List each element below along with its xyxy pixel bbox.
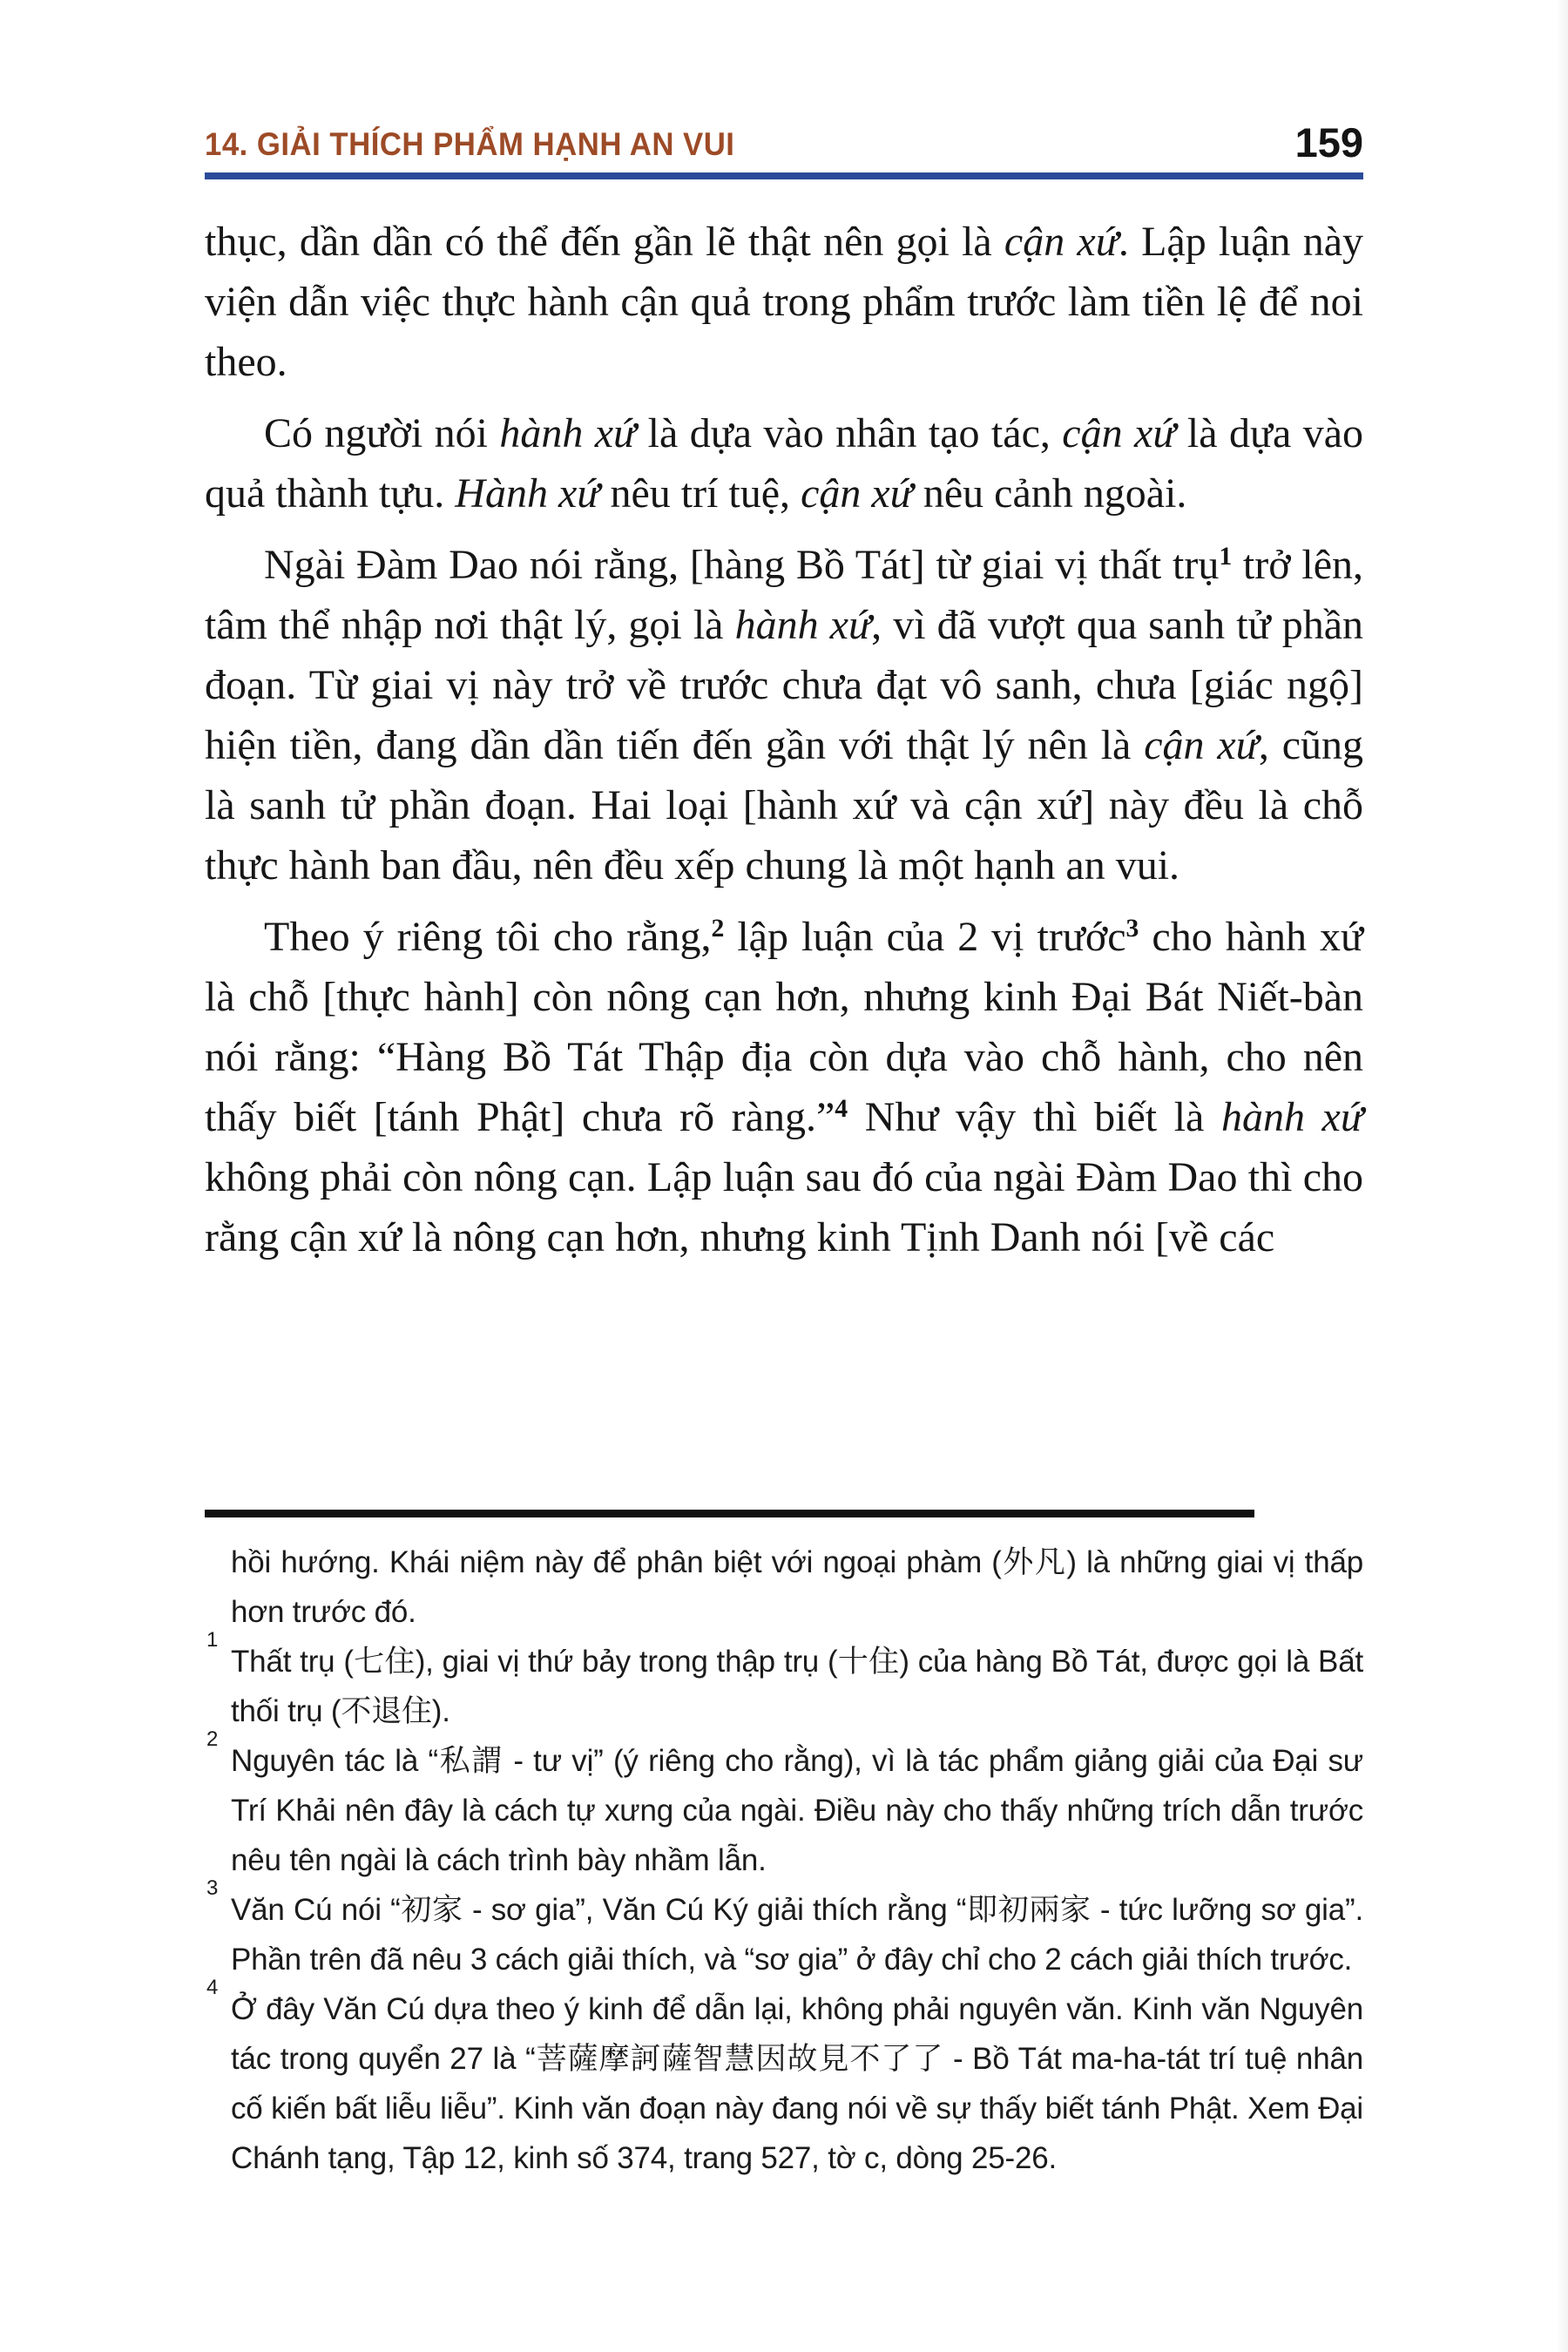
footnote-item: 2 Nguyên tác là “私謂 - tư vị” (ý riêng cho rằng), vì là tác phẩm giảng giải của Đại sư Trí Khải nên đây là cách tự xưng của ngài. Điều này cho thấy những trích dẫn trước nêu tên ngài là cách trình bày nhầm lẫn. bbox=[206, 1727, 1363, 1877]
body-text-segment: nêu cảnh ngoài. bbox=[912, 470, 1187, 517]
body-paragraph bbox=[205, 403, 1363, 524]
body-text-segment: Như vậy thì biết là bbox=[848, 1094, 1221, 1140]
body-text-segment: thục, dần dần có thể đến gần lẽ thật nên gọi là bbox=[205, 219, 1004, 265]
body-text-segment: . Lập luận này viện dẫn việc thực hành cận quả trong phẩm trước làm tiền lệ để noi theo. bbox=[205, 219, 1364, 385]
footnote-separator bbox=[205, 1510, 1254, 1517]
running-header-title: 14. GIẢI THÍCH PHẨM HẠNH AN VUI bbox=[205, 126, 735, 162]
body-paragraph bbox=[205, 907, 1363, 1267]
footnote-text: Văn Cú nói “初家 - sơ gia”, Văn Cú Ký giải thích rằng “即初兩家 - tức lưỡng sơ gia”. Phần trên đã nêu 3 cách giải thích, và “sơ gia” ở đây chỉ cho 2 cách giải thích trước. bbox=[231, 1893, 1363, 1977]
body-text-segment: , cũng là sanh tử phần đoạn. Hai loại [hành xứ và cận xứ] này đều là chỗ thực hành ban đầu, nên đều xếp chung là một hạnh an vui. bbox=[205, 722, 1364, 889]
body-text-segment: Có người nói bbox=[264, 410, 500, 456]
body-text bbox=[205, 212, 1363, 1279]
footnote-item: 3 Văn Cú nói “初家 - sơ gia”, Văn Cú Ký giải thích rằng “即初兩家 - tức lưỡng sơ gia”. Phần trên đã nêu 3 cách giải thích, và “sơ gia” ở đây chỉ cho 2 cách giải thích trước. bbox=[206, 1876, 1363, 1977]
footnote-reference: 2 bbox=[711, 913, 725, 943]
body-text-segment: cận xứ bbox=[1144, 722, 1259, 768]
body-paragraph bbox=[205, 212, 1363, 392]
body-text-segment: là dựa vào quả thành tựu. bbox=[205, 410, 1364, 517]
footnote-item bbox=[205, 1538, 1363, 1637]
body-text-segment: cận xứ bbox=[1062, 410, 1176, 456]
footnotes bbox=[205, 1538, 1363, 2183]
footnote-text: Ở đây Văn Cú dựa theo ý kinh để dẫn lại, không phải nguyên văn. Kinh văn Nguyên tác trong quyển 27 là “菩薩摩訶薩智慧因故見不了了 - Bồ Tát ma-ha-tát trí tuệ nhân cố kiến bất liễu liễu”. Kinh văn đoạn này đang nói về sự thấy biết tánh Phật. Xem Đại Chánh tạng, Tập 12, kinh số 374, trang 527, tờ c, dòng 25-26. bbox=[231, 1992, 1363, 2175]
footnote-reference: 3 bbox=[1125, 913, 1139, 943]
body-text-segment: Ngài Đàm Dao nói rằng, [hàng Bồ Tát] từ giai vị thất trụ bbox=[264, 542, 1220, 588]
body-text-segment: là dựa vào nhân tạo tác, bbox=[636, 410, 1063, 456]
footnote-item: 4 Ở đây Văn Cú dựa theo ý kinh để dẫn lại, không phải nguyên văn. Kinh văn Nguyên tác trong quyển 27 là “菩薩摩訶薩智慧因故見不了了 - Bồ Tát ma-ha-tát trí tuệ nhân cố kiến bất liễu liễu”. Kinh văn đoạn này đang nói về sự thấy biết tánh Phật. Xem Đại Chánh tạng, Tập 12, kinh số 374, trang 527, tờ c, dòng 25-26. bbox=[206, 1976, 1363, 2175]
footnote-text: Nguyên tác là “私謂 - tư vị” (ý riêng cho rằng), vì là tác phẩm giảng giải của Đại sư Trí Khải nên đây là cách tự xưng của ngài. Điều này cho thấy những trích dẫn trước nêu tên ngài là cách trình bày nhầm lẫn. bbox=[231, 1744, 1363, 1877]
footnote-item: 1 Thất trụ (七住), giai vị thứ bảy trong thập trụ (十住) của hàng Bồ Tát, được gọi là Bất thối trụ (不退住). bbox=[206, 1628, 1363, 1728]
footnote-text: Thất trụ (七住), giai vị thứ bảy trong thập trụ (十住) của hàng Bồ Tát, được gọi là Bất thối trụ (不退住). bbox=[231, 1645, 1363, 1728]
body-text-segment: trở lên, tâm thể nhập nơi thật lý, gọi là bbox=[205, 542, 1364, 648]
body-text-segment: không phải còn nông cạn. Lập luận sau đó của ngài Đàm Dao thì cho rằng cận xứ là nông cạn hơn, nhưng kinh Tịnh Danh nói [về các bbox=[205, 1154, 1363, 1260]
body-text-segment: nêu trí tuệ, bbox=[599, 470, 801, 517]
body-text-segment: , vì đã vượt qua sanh tử phần đoạn. Từ giai vị này trở về trước chưa đạt vô sanh, chưa [giác ngộ] hiện tiền, đang dần dần tiến đến gần với thật lý nên là bbox=[205, 602, 1363, 768]
header-rule bbox=[205, 172, 1363, 179]
body-paragraph bbox=[205, 535, 1363, 896]
body-text-segment: Hành xứ bbox=[455, 470, 600, 517]
footnote-text: hồi hướng. Khái niệm này để phân biệt với ngoại phàm (外凡) là những giai vị thấp hơn trước đó. bbox=[231, 1545, 1363, 1629]
body-text-segment: cho hành xứ là chỗ [thực hành] còn nông cạn hơn, nhưng kinh Đại Bát Niết-bàn nói rằng: “Hàng Bồ Tát Thập địa còn dựa vào chỗ hành, cho nên thấy biết [tánh Phật] chưa rõ ràng.” bbox=[205, 914, 1364, 1140]
footnote-reference: 1 bbox=[1219, 541, 1233, 571]
body-text-segment: cận xứ bbox=[1004, 219, 1119, 265]
footnote-reference: 4 bbox=[835, 1093, 848, 1123]
body-text-segment: lập luận của 2 vị trước bbox=[724, 914, 1126, 960]
running-head bbox=[205, 119, 1363, 166]
body-text-segment: cận xứ bbox=[801, 470, 913, 517]
body-text-segment: hành xứ bbox=[499, 410, 637, 456]
body-text-segment: hành xứ bbox=[1220, 1094, 1364, 1140]
body-text-segment: Theo ý riêng tôi cho rằng, bbox=[264, 914, 712, 960]
page-number: 159 bbox=[1294, 119, 1363, 166]
body-text-segment: hành xứ bbox=[734, 602, 872, 648]
